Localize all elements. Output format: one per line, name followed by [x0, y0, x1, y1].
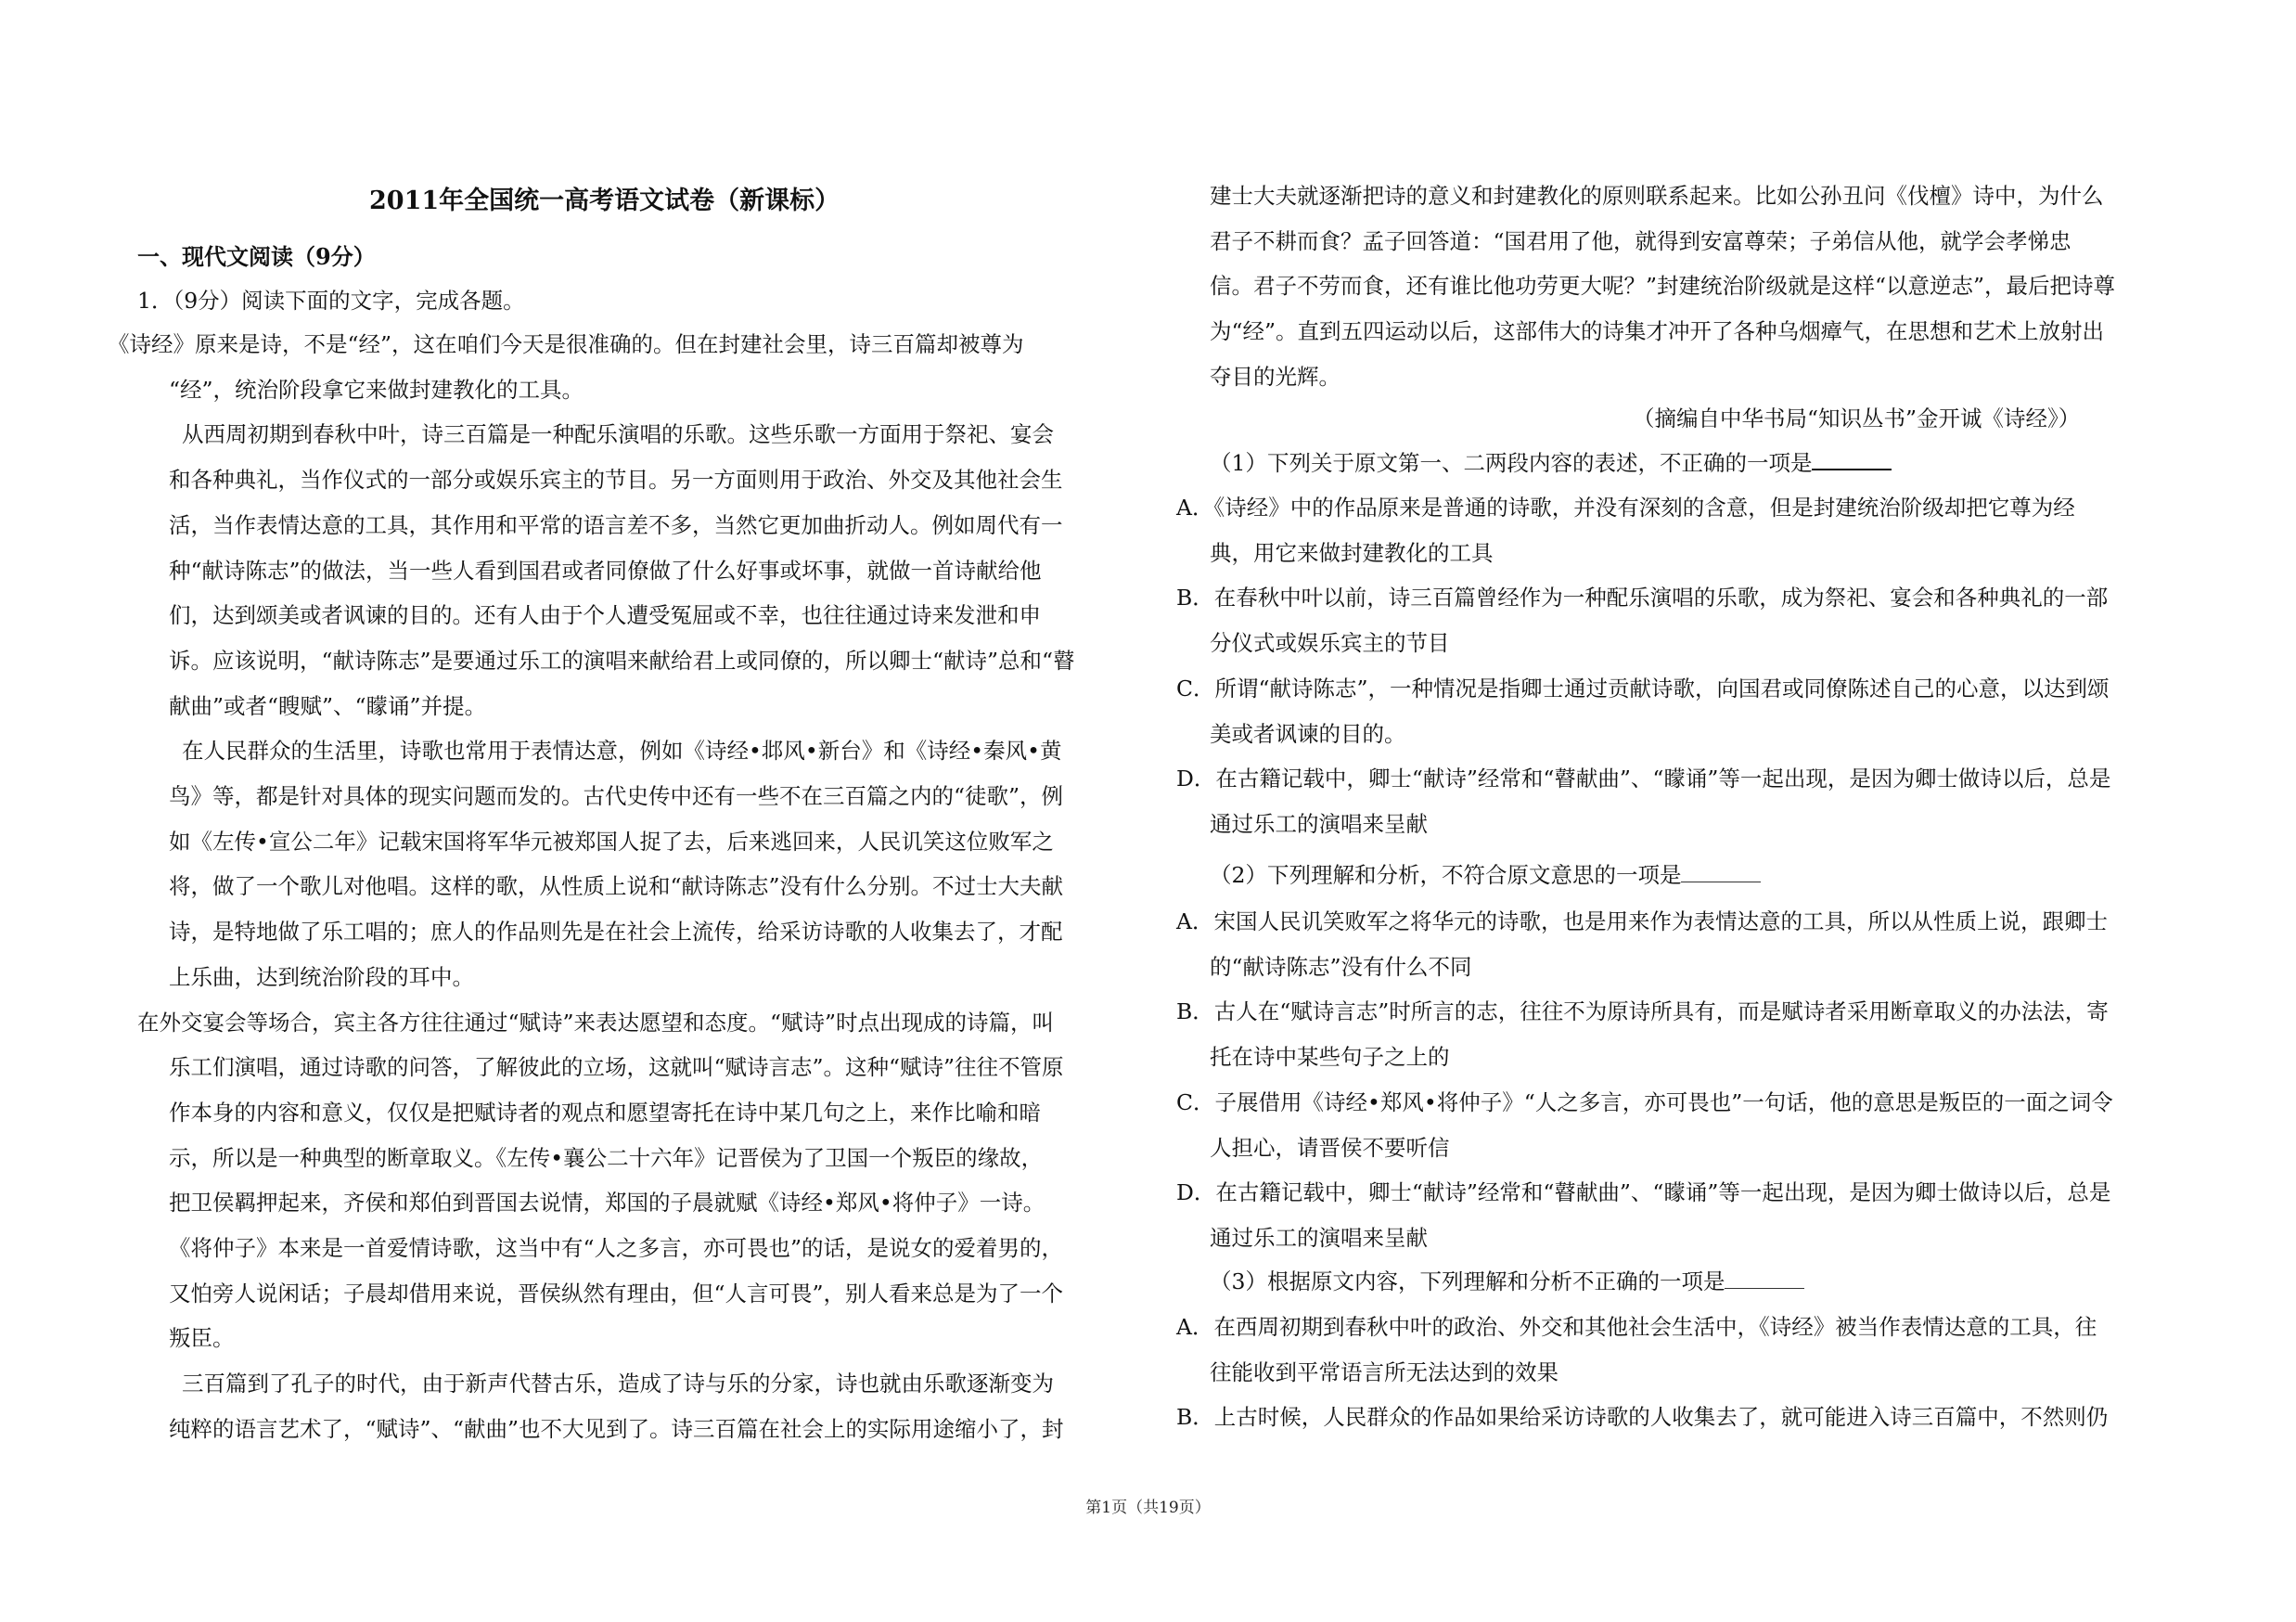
- passage-line: 献曲”或者“瞍赋”、“矇诵”并提。: [169, 692, 487, 719]
- option-continuation: 美或者讽谏的目的。: [1210, 720, 1406, 747]
- question-heading: 1．（9分）阅读下面的文字，完成各题。: [137, 288, 525, 314]
- option-A: A．在西周初期到春秋中叶的政治、外交和其他社会生活中，《诗经》被当作表情达意的工具，往: [1176, 1314, 2097, 1340]
- q3-stem: （3）根据原文内容，下列理解和分析不正确的一项是: [1210, 1268, 1804, 1295]
- q1-stem: （1）下列关于原文第一、二两段内容的表述，不正确的一项是: [1210, 448, 1892, 477]
- option-D: D．在古籍记载中，卿士“献诗”经常和“瞽献曲”、“矇诵”等一起出现，是因为卿士做诗以后，总是: [1176, 766, 2111, 792]
- option-continuation: 通过乐工的演唱来呈献: [1210, 810, 1428, 837]
- option-continuation: 的“献诗陈志”没有什么不同: [1210, 953, 1472, 980]
- q2-answer-blank[interactable]: [1681, 861, 1761, 882]
- option-B: B．在春秋中叶以前，诗三百篇曾经作为一种配乐演唱的乐歌，成为祭祀、宴会和各种典礼的一部: [1176, 585, 2109, 611]
- passage-line: 把卫侯羁押起来，齐侯和郑伯到晋国去说情，郑国的子晨就赋《诗经•郑风•将仲子》一诗。: [169, 1190, 1045, 1216]
- passage-line: 作本身的内容和意义，仅仅是把赋诗者的观点和愿望寄托在诗中某几句之上，来作比喻和暗: [169, 1099, 1041, 1126]
- section-heading: 一、现代文阅读（9分）: [137, 243, 376, 270]
- option-B: B．古人在“赋诗言志”时所言的志，往往不为原诗所具有，而是赋诗者采用断章取义的办法法，寄: [1176, 998, 2109, 1025]
- passage-line: 诗，是特地做了乐工唱的；庶人的作品则先是在社会上流传，给采访诗歌的人收集去了，才配: [169, 919, 1063, 946]
- option-D: D．在古籍记载中，卿士“献诗”经常和“瞽献曲”、“矇诵”等一起出现，是因为卿士做诗以后，总是: [1176, 1179, 2111, 1206]
- option-continuation: 通过乐工的演唱来呈献: [1210, 1224, 1428, 1251]
- passage-line: 夺目的光辉。: [1210, 363, 1340, 390]
- q3-answer-blank[interactable]: [1725, 1268, 1804, 1289]
- passage-line: 和各种典礼，当作仪式的一部分或娱乐宾主的节目。另一方面则用于政治、外交及其他社会生: [169, 467, 1063, 494]
- source-note: （摘编自中华书局“知识丛书”金开诚《诗经》）: [1633, 406, 2081, 431]
- option-A: A．宋国人民讥笑败军之将华元的诗歌，也是用来作为表情达意的工具，所以从性质上说，跟卿士: [1176, 908, 2108, 934]
- passage-line: 建士大夫就逐渐把诗的意义和封建教化的原则联系起来。比如公孙丑问《伐檀》诗中，为什么: [1210, 183, 2104, 209]
- option-A: A．《诗经》中的作品原来是普通的诗歌，并没有深刻的含意，但是封建统治阶级却把它尊为经: [1176, 495, 2075, 521]
- passage-line: 诉。应该说明，“献诗陈志”是要通过乐工的演唱来献给君上或同僚的，所以卿士“献诗”总和“瞽: [169, 647, 1075, 674]
- passage-line: 们，达到颂美或者讽谏的目的。还有人由于个人遭受冤屈或不幸，也往往通过诗来发泄和申: [169, 602, 1041, 629]
- page-footer: 第1页（共19页）: [1085, 1499, 1211, 1517]
- option-continuation: 典，用它来做封建教化的工具: [1210, 539, 1494, 566]
- passage-line: 纯粹的语言艺术了，“赋诗”、“献曲”也不大见到了。诗三百篇在社会上的实际用途缩小了，封: [169, 1415, 1064, 1442]
- passage-line: 种“献诗陈志”的做法，当一些人看到国君或者同僚做了什么好事或坏事，就做一首诗献给他: [169, 557, 1042, 584]
- q1-answer-blank[interactable]: [1812, 448, 1892, 470]
- passage-line: 乐工们演唱，通过诗歌的问答，了解彼此的立场，这就叫“赋诗言志”。这种“赋诗”往往不管原: [169, 1054, 1064, 1081]
- passage-line: 上乐曲，达到统治阶段的耳中。: [169, 963, 474, 990]
- passage-line: 又怕旁人说闲话；子晨却借用来说，晋侯纵然有理由，但“人言可畏”，别人看来总是为了一个: [169, 1280, 1064, 1307]
- q2-stem: （2）下列理解和分析，不符合原文意思的一项是: [1210, 861, 1761, 889]
- passage-line: 君子不耕而食？孟子回答道：“国君用了他，就得到安富尊荣；子弟信从他，就学会孝悌忠: [1210, 227, 2072, 254]
- option-C: C．所谓“献诗陈志”，一种情况是指卿士通过贡献诗歌，向国君或同僚陈述自己的心意，以达到颂: [1176, 675, 2110, 702]
- passage-line: 《诗经》原来是诗，不是“经”，这在咱们今天是很准确的。但在封建社会里，诗三百篇却被尊为: [108, 331, 1024, 357]
- passage-line: 鸟》等，都是针对具体的现实问题而发的。古代史传中还有一些不在三百篇之内的“徒歌”，例: [169, 783, 1064, 809]
- passage-line: 将，做了一个歌儿对他唱。这样的歌，从性质上说和“献诗陈志”没有什么分别。不过士大夫献: [169, 873, 1064, 900]
- passage-line: 为“经”。直到五四运动以后，这部伟大的诗集才冲开了各种乌烟瘴气，在思想和艺术上放射出: [1210, 318, 2105, 345]
- page-title: 2011年全国统一高考语文试卷（新课标）: [369, 187, 840, 215]
- option-continuation: 往能收到平常语言所无法达到的效果: [1210, 1358, 1558, 1385]
- option-C: C．子展借用《诗经•郑风•将仲子》“人之多言，亦可畏也”一句话，他的意思是叛臣的一面之词令: [1176, 1088, 2113, 1115]
- passage-line: 在外交宴会等场合，宾主各方往往通过“赋诗”来表达愿望和态度。“赋诗”时点出现成的诗篇，叫: [137, 1009, 1055, 1036]
- passage-line: 如《左传•宣公二年》记载宋国将军华元被郑国人捉了去，后来逃回来，人民讥笑这位败军之: [169, 828, 1054, 855]
- option-continuation: 托在诗中某些句子之上的: [1210, 1044, 1450, 1071]
- passage-line: 三百篇到了孔子的时代，由于新声代替古乐，造成了诗与乐的分家，诗也就由乐歌逐渐变为: [182, 1371, 1054, 1397]
- passage-line: 《将仲子》本来是一首爱情诗歌，这当中有“人之多言，亦可畏也”的话，是说女的爱着男的，: [169, 1235, 1064, 1261]
- option-B: B．上古时候，人民群众的作品如果给采访诗歌的人收集去了，就可能进入诗三百篇中，不然则仍: [1176, 1404, 2109, 1431]
- passage-line: 在人民群众的生活里，诗歌也常用于表情达意，例如《诗经•邶风•新台》和《诗经•秦风•黄: [182, 738, 1062, 765]
- passage-line: 从西周初期到春秋中叶，诗三百篇是一种配乐演唱的乐歌。这些乐歌一方面用于祭祀、宴会: [182, 421, 1054, 448]
- passage-line: 信。君子不劳而食，还有谁比他功劳更大呢？”封建统治阶级就是这样“以意逆志”，最后把诗尊: [1210, 273, 2116, 300]
- option-continuation: 分仪式或娱乐宾主的节目: [1210, 630, 1450, 657]
- passage-line: “经”，统治阶段拿它来做封建教化的工具。: [169, 376, 584, 403]
- option-continuation: 人担心，请晋侯不要听信: [1210, 1134, 1450, 1161]
- passage-line: 叛臣。: [169, 1325, 235, 1352]
- passage-line: 示，所以是一种典型的断章取义。《左传•襄公二十六年》记晋侯为了卫国一个叛臣的缘故，: [169, 1144, 1044, 1171]
- passage-line: 活，当作表情达意的工具，其作用和平常的语言差不多，当然它更加曲折动人。例如周代有一: [169, 511, 1063, 538]
